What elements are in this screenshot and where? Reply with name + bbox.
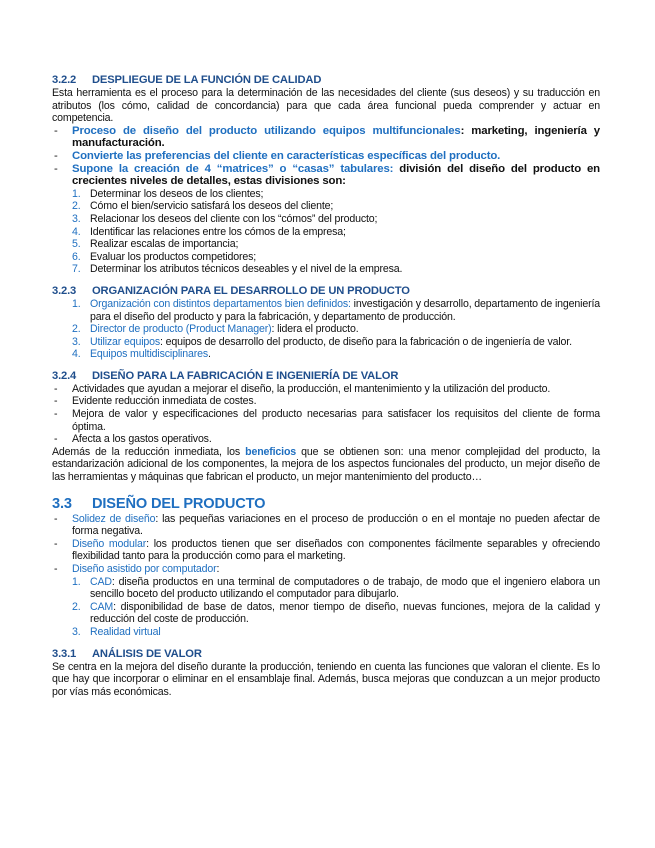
list-item: 2. CAM: disponibilidad de base de datos, menor tiempo de diseño, nuevas funciones, mejora de la calidad y reducción del coste de producción. — [72, 600, 600, 626]
heading-3-2-2: 3.2.2 DESPLIEGUE DE LA FUNCIÓN DE CALIDAD — [52, 74, 322, 86]
list-item: 7. Determinar los atributos técnicos deseables y el nivel de la empresa. — [72, 263, 403, 276]
list-item: 2. Director de producto (Product Manager): lidera el producto. — [72, 323, 359, 336]
heading-3-2-4: 3.2.4 DISEÑO PARA LA FABRICACIÓN E INGENIERÍA DE VALOR — [52, 369, 399, 382]
list-item: 2. Cómo el bien/servicio satisfará los deseos del cliente; — [72, 200, 334, 213]
heading-3-2-3: 3.2.3 ORGANIZACIÓN PARA EL DESARROLLO DE UN PRODUCTO — [52, 284, 410, 297]
bullet-item: - Proceso de diseño del producto utilizando equipos multifuncionales: marketing, ingeniería y manufacturación. — [54, 124, 600, 150]
list-item: 3. Utilizar equipos: equipos de desarrollo del producto, de diseño para la fabricación o de ingeniería de valor. — [72, 335, 572, 348]
list-item: 1. CAD: diseña productos en una terminal de computadores o de trabajo, de modo que el ingeniero elabora un sencillo boceto del producto utilizando el computador para dibujarlo. — [72, 575, 600, 601]
list-item: 5. Realizar escalas de importancia; — [72, 238, 239, 251]
list-item: 4. Identificar las relaciones entre los cómos de la empresa; — [72, 225, 346, 238]
bullet-item: - Actividades que ayudan a mejorar el diseño, la producción, el mantenimiento y la utilización del producto. — [54, 382, 551, 395]
paragraph-benefits: Además de la reducción inmediata, los beneficios que se obtienen son: una menor complejidad del producto, la estandarización adicional de los componentes, la mejora de los aspectos funcionales del producto, un mejor diseño de las herramientas y máquinas que fabrican el producto, un mejor mantenimiento del producto… — [52, 445, 600, 484]
document-body — [52, 74, 600, 698]
bullet-item: - Mejora de valor y especificaciones del producto necesarias para satisfacer los requisitos del cliente de forma óptima. — [54, 408, 600, 433]
heading-3-3: 3.3 DISEÑO DEL PRODUCTO — [52, 495, 266, 512]
list-item: 6. Evaluar los productos competidores; — [72, 250, 257, 263]
bullet-item: - Evidente reducción inmediata de costes. — [54, 395, 257, 408]
spacer — [52, 639, 600, 648]
bullet-item: - Afecta a los gastos operativos. — [54, 433, 212, 446]
bullet-item: - Supone la creación de 4 “matrices” o “casas” tabulares: división del diseño del producto en crecientes niveles de detalles, estas divisiones son: — [54, 162, 600, 188]
heading-3-3-1: 3.3.1 ANÁLISIS DE VALOR — [52, 647, 202, 660]
bullet-item: - Diseño modular: los productos tienen que ser diseñados con componentes fácilmente separables y ofreciendo flexibilidad tanto para la producción como para el marketing. — [54, 537, 601, 563]
spacer — [52, 361, 600, 370]
bullet-item: - Solidez de diseño: las pequeñas variaciones en el proceso de producción o en el montaje no pueden afectar de forma negativa. — [54, 512, 600, 538]
list-item: 3. Relacionar los deseos del cliente con los “cómos” del producto; — [72, 212, 378, 225]
bullet-item: - Diseño asistido por computador: — [54, 563, 220, 575]
list-item: 3. Realidad virtual — [72, 625, 161, 638]
paragraph-intro-qfd: Esta herramienta es el proceso para la determinación de las necesidades del cliente (sus deseos) y su traducción en atributos (los cómo, calidad de concordancia) para que cada área funcional pueda comprender y actuar en competencia. — [52, 87, 600, 125]
spacer — [52, 276, 600, 285]
list-item: 4. Equipos multidisciplinares. — [72, 348, 211, 361]
list-item: 1. Organización con distintos departamentos bien definidos: investigación y desarrollo, departamento de ingeniería para el diseño del producto y para la fabricación, y departamento de producción. — [72, 297, 600, 323]
bullet-item: - Convierte las preferencias del cliente en características específicas del producto. — [54, 149, 501, 162]
spacer — [52, 484, 600, 496]
paragraph-value-analysis: Se centra en la mejora del diseño durante la producción, teniendo en cuenta las funciones que valoran el cliente. Es lo que hay que incorporar o eliminar en el ensamblaje final. Además, busca mejoras que conduzcan a un mejor producto por vías más económicas. — [52, 660, 600, 698]
list-item: 1. Determinar los deseos de los clientes; — [72, 187, 264, 200]
